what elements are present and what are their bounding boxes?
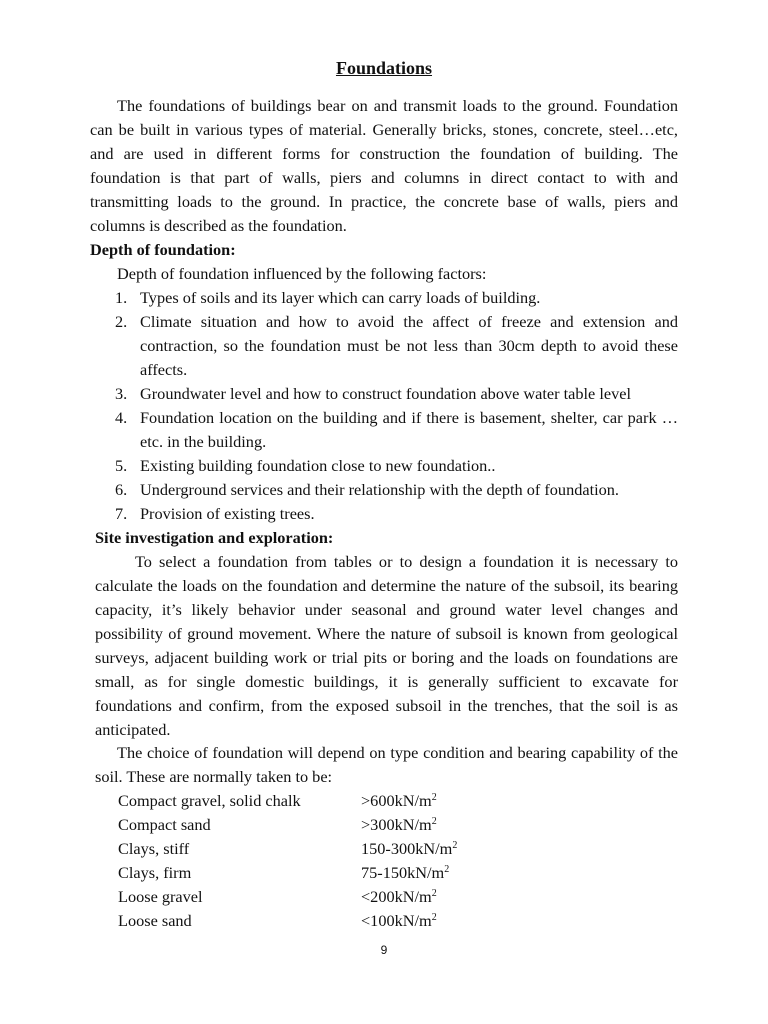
list-item-text: Provision of existing trees. [140, 504, 315, 523]
bearing-value: $>600kN/m^2$ [361, 791, 437, 810]
list-item-number: 5. [115, 456, 128, 475]
page-number: 9 [380, 943, 388, 957]
soil-name: Loose sand [118, 911, 192, 930]
list-item [90, 310, 678, 382]
intro-paragraph: The foundations of buildings bear on and transmit loads to the ground. Foundation can be built in various types of material. Generally bricks, stones, concrete, steel…etc, and are used in different forms for construction the foundation of building. The foundation is that part of walls, piers and columns in direct contact to with and transmitting loads to the ground. In practice, the concrete base of walls, piers and columns is described as the foundation. [90, 96, 678, 235]
list-item [90, 454, 678, 478]
bearing-value: $<200kN/m^2$ [361, 887, 437, 906]
list-item [90, 406, 678, 454]
list-item-number: 2. [115, 312, 128, 331]
list-item-number: 7. [115, 504, 128, 523]
list-item-text: Existing building foundation close to new foundation.. [140, 456, 496, 475]
table-row [118, 909, 518, 933]
list-item-number: 1. [115, 288, 128, 307]
table-row [118, 861, 518, 885]
list-item-text: Groundwater level and how to construct foundation above water table level [140, 384, 631, 403]
depth-factors-list [90, 286, 678, 526]
list-item-text: Underground services and their relationship with the depth of foundation. [140, 480, 619, 499]
soil-name: Compact sand [118, 815, 211, 834]
list-item-number: 6. [115, 480, 128, 499]
site-investigation-heading: Site investigation and exploration: [95, 528, 334, 547]
table-row [118, 885, 518, 909]
list-item [90, 382, 678, 406]
depth-intro: Depth of foundation influenced by the following factors: [117, 264, 487, 283]
bearing-value: $75-150kN/m^2$ [361, 863, 450, 882]
list-item [90, 478, 678, 502]
list-item [90, 286, 678, 310]
table-row [118, 789, 518, 813]
soil-name: Clays, firm [118, 863, 192, 882]
list-item-text: Climate situation and how to avoid the affect of freeze and extension and contraction, so the foundation must be not less than 30cm depth to avoid these affects. [140, 312, 678, 379]
list-item-text: Foundation location on the building and if there is basement, shelter, car park …etc. in the building. [140, 408, 678, 451]
list-item-number: 3. [115, 384, 128, 403]
table-row [118, 837, 518, 861]
soil-name: Clays, stiff [118, 839, 190, 858]
bearing-value: $>300kN/m^2$ [361, 815, 437, 834]
list-item [90, 502, 678, 526]
depth-heading: Depth of foundation: [90, 240, 236, 259]
site-investigation-paragraph: To select a foundation from tables or to design a foundation it is necessary to calculate the loads on the foundation and determine the nature of the subsoil, its bearing capacity, it’s likely behavior under seasonal and ground water level changes and possibility of ground movement. Where the nature of subsoil is known from geological surveys, adjacent building work or trial pits or boring and the loads on foundations are small, as for single domestic buildings, it is generally sufficient to excavate for foundations and confirm, from the exposed subsoil in the trenches, that the soil is as anticipated. [95, 552, 678, 739]
foundation-choice-paragraph: The choice of foundation will depend on type condition and bearing capability of the soil. These are normally taken to be: [95, 743, 678, 786]
soil-name: Compact gravel, solid chalk [118, 791, 301, 810]
soil-name: Loose gravel [118, 887, 203, 906]
bearing-value: $150-300kN/m^2$ [361, 839, 458, 858]
list-item-text: Types of soils and its layer which can carry loads of building. [140, 288, 541, 307]
table-row [118, 813, 518, 837]
page-title: Foundations [335, 58, 433, 78]
soil-bearing-table [118, 789, 518, 933]
list-item-number: 4. [115, 408, 128, 427]
bearing-value: $<100kN/m^2$ [361, 911, 437, 930]
